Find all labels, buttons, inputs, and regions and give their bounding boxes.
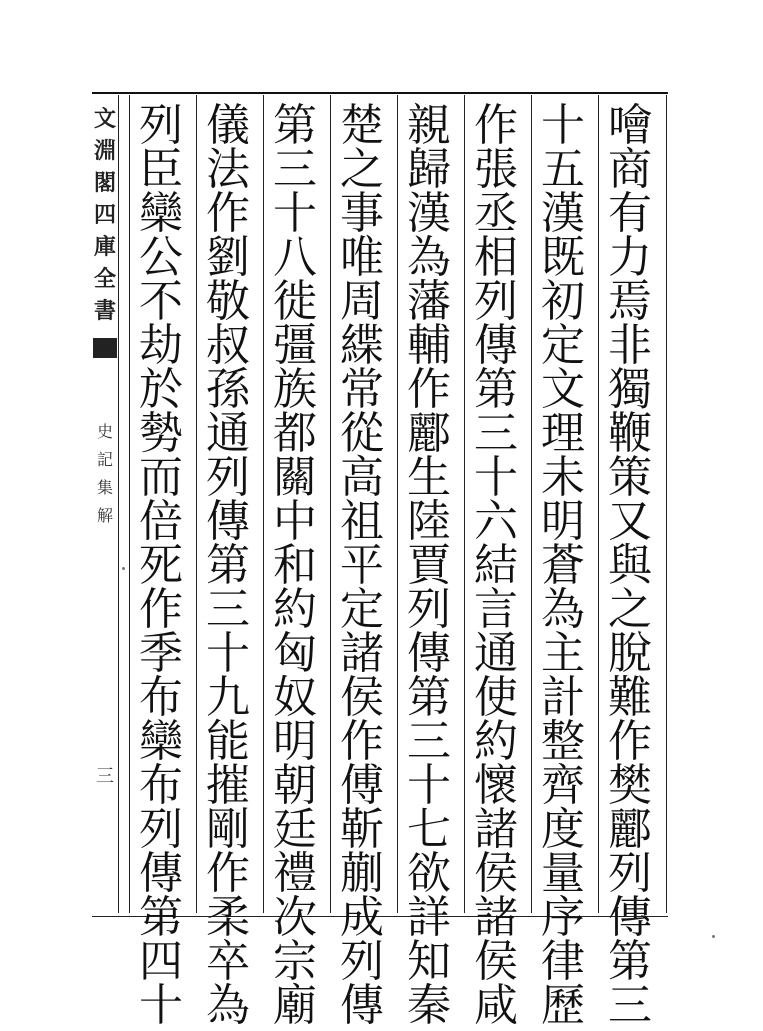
margin-title-char: 書 bbox=[93, 298, 116, 324]
glyph: 漢 bbox=[541, 188, 585, 239]
glyph: 丞 bbox=[474, 188, 518, 239]
glyph: 傳 bbox=[139, 848, 183, 899]
glyph: 言 bbox=[474, 584, 518, 635]
glyph: 非 bbox=[608, 320, 652, 371]
glyph: 柔 bbox=[206, 892, 250, 943]
margin-subtitle-char: 解 bbox=[96, 506, 113, 525]
glyph: 獨 bbox=[608, 364, 652, 415]
glyph: 為 bbox=[206, 980, 250, 1031]
glyph: 楚 bbox=[340, 100, 384, 151]
glyph: 能 bbox=[206, 716, 250, 767]
glyph: 族 bbox=[273, 364, 317, 415]
glyph: 平 bbox=[340, 540, 384, 591]
glyph: 輔 bbox=[407, 320, 451, 371]
glyph: 第 bbox=[206, 540, 250, 591]
glyph: 朝 bbox=[273, 760, 317, 811]
glyph: 鞭 bbox=[608, 408, 652, 459]
column-rule bbox=[531, 95, 532, 913]
glyph: 知 bbox=[407, 936, 451, 987]
glyph: 齊 bbox=[541, 760, 585, 811]
glyph: 定 bbox=[541, 320, 585, 371]
glyph: 儀 bbox=[206, 100, 250, 151]
glyph: 咸 bbox=[474, 980, 518, 1031]
glyph: 與 bbox=[608, 540, 652, 591]
glyph: 列 bbox=[139, 100, 183, 151]
margin-subtitle-char: 記 bbox=[96, 450, 113, 469]
glyph: 樊 bbox=[608, 760, 652, 811]
glyph: 文 bbox=[541, 364, 585, 415]
glyph: 作 bbox=[340, 716, 384, 767]
margin-subtitle-char: 史 bbox=[96, 422, 113, 441]
glyph: 為 bbox=[407, 232, 451, 283]
glyph: 於 bbox=[139, 364, 183, 415]
glyph: 策 bbox=[608, 452, 652, 503]
glyph: 秦 bbox=[407, 980, 451, 1031]
glyph: 成 bbox=[340, 892, 384, 943]
glyph: 十 bbox=[139, 980, 183, 1031]
text-column bbox=[265, 100, 325, 1031]
glyph: 欲 bbox=[407, 848, 451, 899]
margin-subtitle-char: 集 bbox=[96, 478, 113, 497]
glyph: 通 bbox=[206, 408, 250, 459]
glyph: 通 bbox=[474, 628, 518, 679]
glyph: 侯 bbox=[340, 672, 384, 723]
margin-fish-tail-mark bbox=[93, 338, 117, 358]
glyph: 又 bbox=[608, 496, 652, 547]
text-column bbox=[533, 100, 593, 1031]
glyph: 宗 bbox=[273, 936, 317, 987]
glyph: 靳 bbox=[340, 804, 384, 855]
margin-page-number: 三 bbox=[96, 766, 114, 787]
glyph: 列 bbox=[139, 804, 183, 855]
column-rule bbox=[129, 95, 130, 913]
text-column bbox=[466, 100, 526, 1031]
glyph: 酈 bbox=[608, 804, 652, 855]
glyph: 敬 bbox=[206, 276, 250, 327]
glyph: 死 bbox=[139, 540, 183, 591]
column-rule bbox=[464, 95, 465, 913]
glyph: 四 bbox=[139, 936, 183, 987]
glyph: 相 bbox=[474, 232, 518, 283]
glyph: 度 bbox=[541, 804, 585, 855]
glyph: 作 bbox=[407, 364, 451, 415]
glyph: 廟 bbox=[273, 980, 317, 1031]
glyph: 懷 bbox=[474, 760, 518, 811]
glyph: 不 bbox=[139, 276, 183, 327]
glyph: 為 bbox=[541, 584, 585, 635]
glyph: 生 bbox=[407, 452, 451, 503]
glyph: 使 bbox=[474, 672, 518, 723]
glyph: 賈 bbox=[407, 540, 451, 591]
glyph: 高 bbox=[340, 452, 384, 503]
glyph: 十 bbox=[541, 100, 585, 151]
glyph: 祖 bbox=[340, 496, 384, 547]
glyph: 定 bbox=[340, 584, 384, 635]
glyph: 第 bbox=[474, 364, 518, 415]
glyph: 布 bbox=[139, 672, 183, 723]
glyph: 關 bbox=[273, 452, 317, 503]
column-rule bbox=[666, 95, 667, 913]
column-rule bbox=[397, 95, 398, 913]
glyph: 蒯 bbox=[340, 848, 384, 899]
glyph: 列 bbox=[206, 452, 250, 503]
glyph: 整 bbox=[541, 716, 585, 767]
glyph: 明 bbox=[273, 716, 317, 767]
glyph: 既 bbox=[541, 232, 585, 283]
glyph: 八 bbox=[273, 232, 317, 283]
glyph: 劫 bbox=[139, 320, 183, 371]
glyph: 噲 bbox=[608, 100, 652, 151]
glyph: 之 bbox=[340, 144, 384, 195]
speck bbox=[122, 567, 125, 570]
glyph: 臣 bbox=[139, 144, 183, 195]
glyph: 歸 bbox=[407, 144, 451, 195]
glyph: 剛 bbox=[206, 804, 250, 855]
glyph: 卒 bbox=[206, 936, 250, 987]
glyph: 叔 bbox=[206, 320, 250, 371]
glyph: 作 bbox=[474, 100, 518, 151]
glyph: 奴 bbox=[273, 672, 317, 723]
glyph: 第 bbox=[407, 672, 451, 723]
glyph: 常 bbox=[340, 364, 384, 415]
glyph: 季 bbox=[139, 628, 183, 679]
glyph: 作 bbox=[608, 716, 652, 767]
glyph: 公 bbox=[139, 232, 183, 283]
glyph: 序 bbox=[541, 892, 585, 943]
speck bbox=[712, 935, 715, 938]
glyph: 徙 bbox=[273, 276, 317, 327]
glyph: 列 bbox=[474, 276, 518, 327]
glyph: 焉 bbox=[608, 276, 652, 327]
glyph: 侯 bbox=[474, 848, 518, 899]
glyph: 摧 bbox=[206, 760, 250, 811]
glyph: 藩 bbox=[407, 276, 451, 327]
margin-title-char: 全 bbox=[93, 266, 116, 292]
glyph: 第 bbox=[608, 936, 652, 987]
glyph: 十 bbox=[407, 760, 451, 811]
glyph: 傳 bbox=[206, 496, 250, 547]
glyph: 布 bbox=[139, 760, 183, 811]
margin-title-char: 四 bbox=[93, 202, 116, 228]
column-rule bbox=[330, 95, 331, 913]
glyph: 約 bbox=[474, 716, 518, 767]
glyph: 量 bbox=[541, 848, 585, 899]
glyph: 勢 bbox=[139, 408, 183, 459]
text-column bbox=[600, 100, 660, 1031]
glyph: 和 bbox=[273, 540, 317, 591]
glyph: 結 bbox=[474, 540, 518, 591]
glyph: 彊 bbox=[273, 320, 317, 371]
glyph: 從 bbox=[340, 408, 384, 459]
glyph: 列 bbox=[407, 584, 451, 635]
glyph: 歷 bbox=[541, 980, 585, 1031]
glyph: 張 bbox=[474, 144, 518, 195]
glyph: 詳 bbox=[407, 892, 451, 943]
glyph: 力 bbox=[608, 232, 652, 283]
glyph: 列 bbox=[340, 936, 384, 987]
glyph: 漢 bbox=[407, 188, 451, 239]
text-column bbox=[399, 100, 459, 1031]
column-rule bbox=[196, 95, 197, 913]
glyph: 事 bbox=[340, 188, 384, 239]
glyph: 之 bbox=[608, 584, 652, 635]
glyph: 明 bbox=[541, 496, 585, 547]
glyph: 十 bbox=[474, 452, 518, 503]
glyph: 計 bbox=[541, 672, 585, 723]
glyph: 主 bbox=[541, 628, 585, 679]
glyph: 傳 bbox=[340, 980, 384, 1031]
glyph: 欒 bbox=[139, 188, 183, 239]
glyph: 諸 bbox=[474, 892, 518, 943]
glyph: 傳 bbox=[407, 628, 451, 679]
glyph: 都 bbox=[273, 408, 317, 459]
glyph: 三 bbox=[273, 144, 317, 195]
glyph: 列 bbox=[608, 848, 652, 899]
glyph: 傳 bbox=[474, 320, 518, 371]
glyph: 欒 bbox=[139, 716, 183, 767]
glyph: 三 bbox=[407, 716, 451, 767]
margin-volume-title bbox=[93, 418, 117, 530]
glyph: 諸 bbox=[340, 628, 384, 679]
glyph: 第 bbox=[139, 892, 183, 943]
glyph: 十 bbox=[273, 188, 317, 239]
glyph: 律 bbox=[541, 936, 585, 987]
glyph: 傅 bbox=[340, 760, 384, 811]
glyph: 法 bbox=[206, 144, 250, 195]
margin-title-char: 淵 bbox=[93, 138, 116, 164]
glyph: 三 bbox=[206, 584, 250, 635]
glyph: 侯 bbox=[474, 936, 518, 987]
glyph: 三 bbox=[608, 980, 652, 1031]
glyph: 未 bbox=[541, 452, 585, 503]
glyph: 禮 bbox=[273, 848, 317, 899]
margin-title-char: 文 bbox=[93, 106, 116, 132]
glyph: 中 bbox=[273, 496, 317, 547]
text-column bbox=[131, 100, 191, 1031]
glyph: 倍 bbox=[139, 496, 183, 547]
glyph: 第 bbox=[273, 100, 317, 151]
glyph: 諸 bbox=[474, 804, 518, 855]
glyph: 孫 bbox=[206, 364, 250, 415]
glyph: 商 bbox=[608, 144, 652, 195]
column-rule bbox=[118, 95, 119, 913]
glyph: 酈 bbox=[407, 408, 451, 459]
glyph: 陸 bbox=[407, 496, 451, 547]
text-column bbox=[332, 100, 392, 1031]
glyph: 五 bbox=[541, 144, 585, 195]
glyph: 作 bbox=[206, 848, 250, 899]
glyph: 作 bbox=[139, 584, 183, 635]
text-column bbox=[198, 100, 258, 1031]
margin-title-char: 庫 bbox=[93, 234, 116, 260]
glyph: 唯 bbox=[340, 232, 384, 283]
margin-title-char: 閣 bbox=[93, 170, 116, 196]
glyph: 七 bbox=[407, 804, 451, 855]
glyph: 蒼 bbox=[541, 540, 585, 591]
glyph: 廷 bbox=[273, 804, 317, 855]
column-rule bbox=[598, 95, 599, 913]
column-rule bbox=[263, 95, 264, 913]
glyph: 脫 bbox=[608, 628, 652, 679]
glyph: 劉 bbox=[206, 232, 250, 283]
glyph: 六 bbox=[474, 496, 518, 547]
glyph: 而 bbox=[139, 452, 183, 503]
glyph: 約 bbox=[273, 584, 317, 635]
glyph: 緤 bbox=[340, 320, 384, 371]
glyph: 匈 bbox=[273, 628, 317, 679]
glyph: 次 bbox=[273, 892, 317, 943]
glyph: 親 bbox=[407, 100, 451, 151]
glyph: 難 bbox=[608, 672, 652, 723]
glyph: 有 bbox=[608, 188, 652, 239]
glyph: 傳 bbox=[608, 892, 652, 943]
glyph: 三 bbox=[474, 408, 518, 459]
margin-book-title bbox=[93, 104, 117, 328]
glyph: 初 bbox=[541, 276, 585, 327]
glyph: 周 bbox=[340, 276, 384, 327]
glyph: 十 bbox=[206, 628, 250, 679]
glyph: 理 bbox=[541, 408, 585, 459]
glyph: 九 bbox=[206, 672, 250, 723]
glyph: 作 bbox=[206, 188, 250, 239]
